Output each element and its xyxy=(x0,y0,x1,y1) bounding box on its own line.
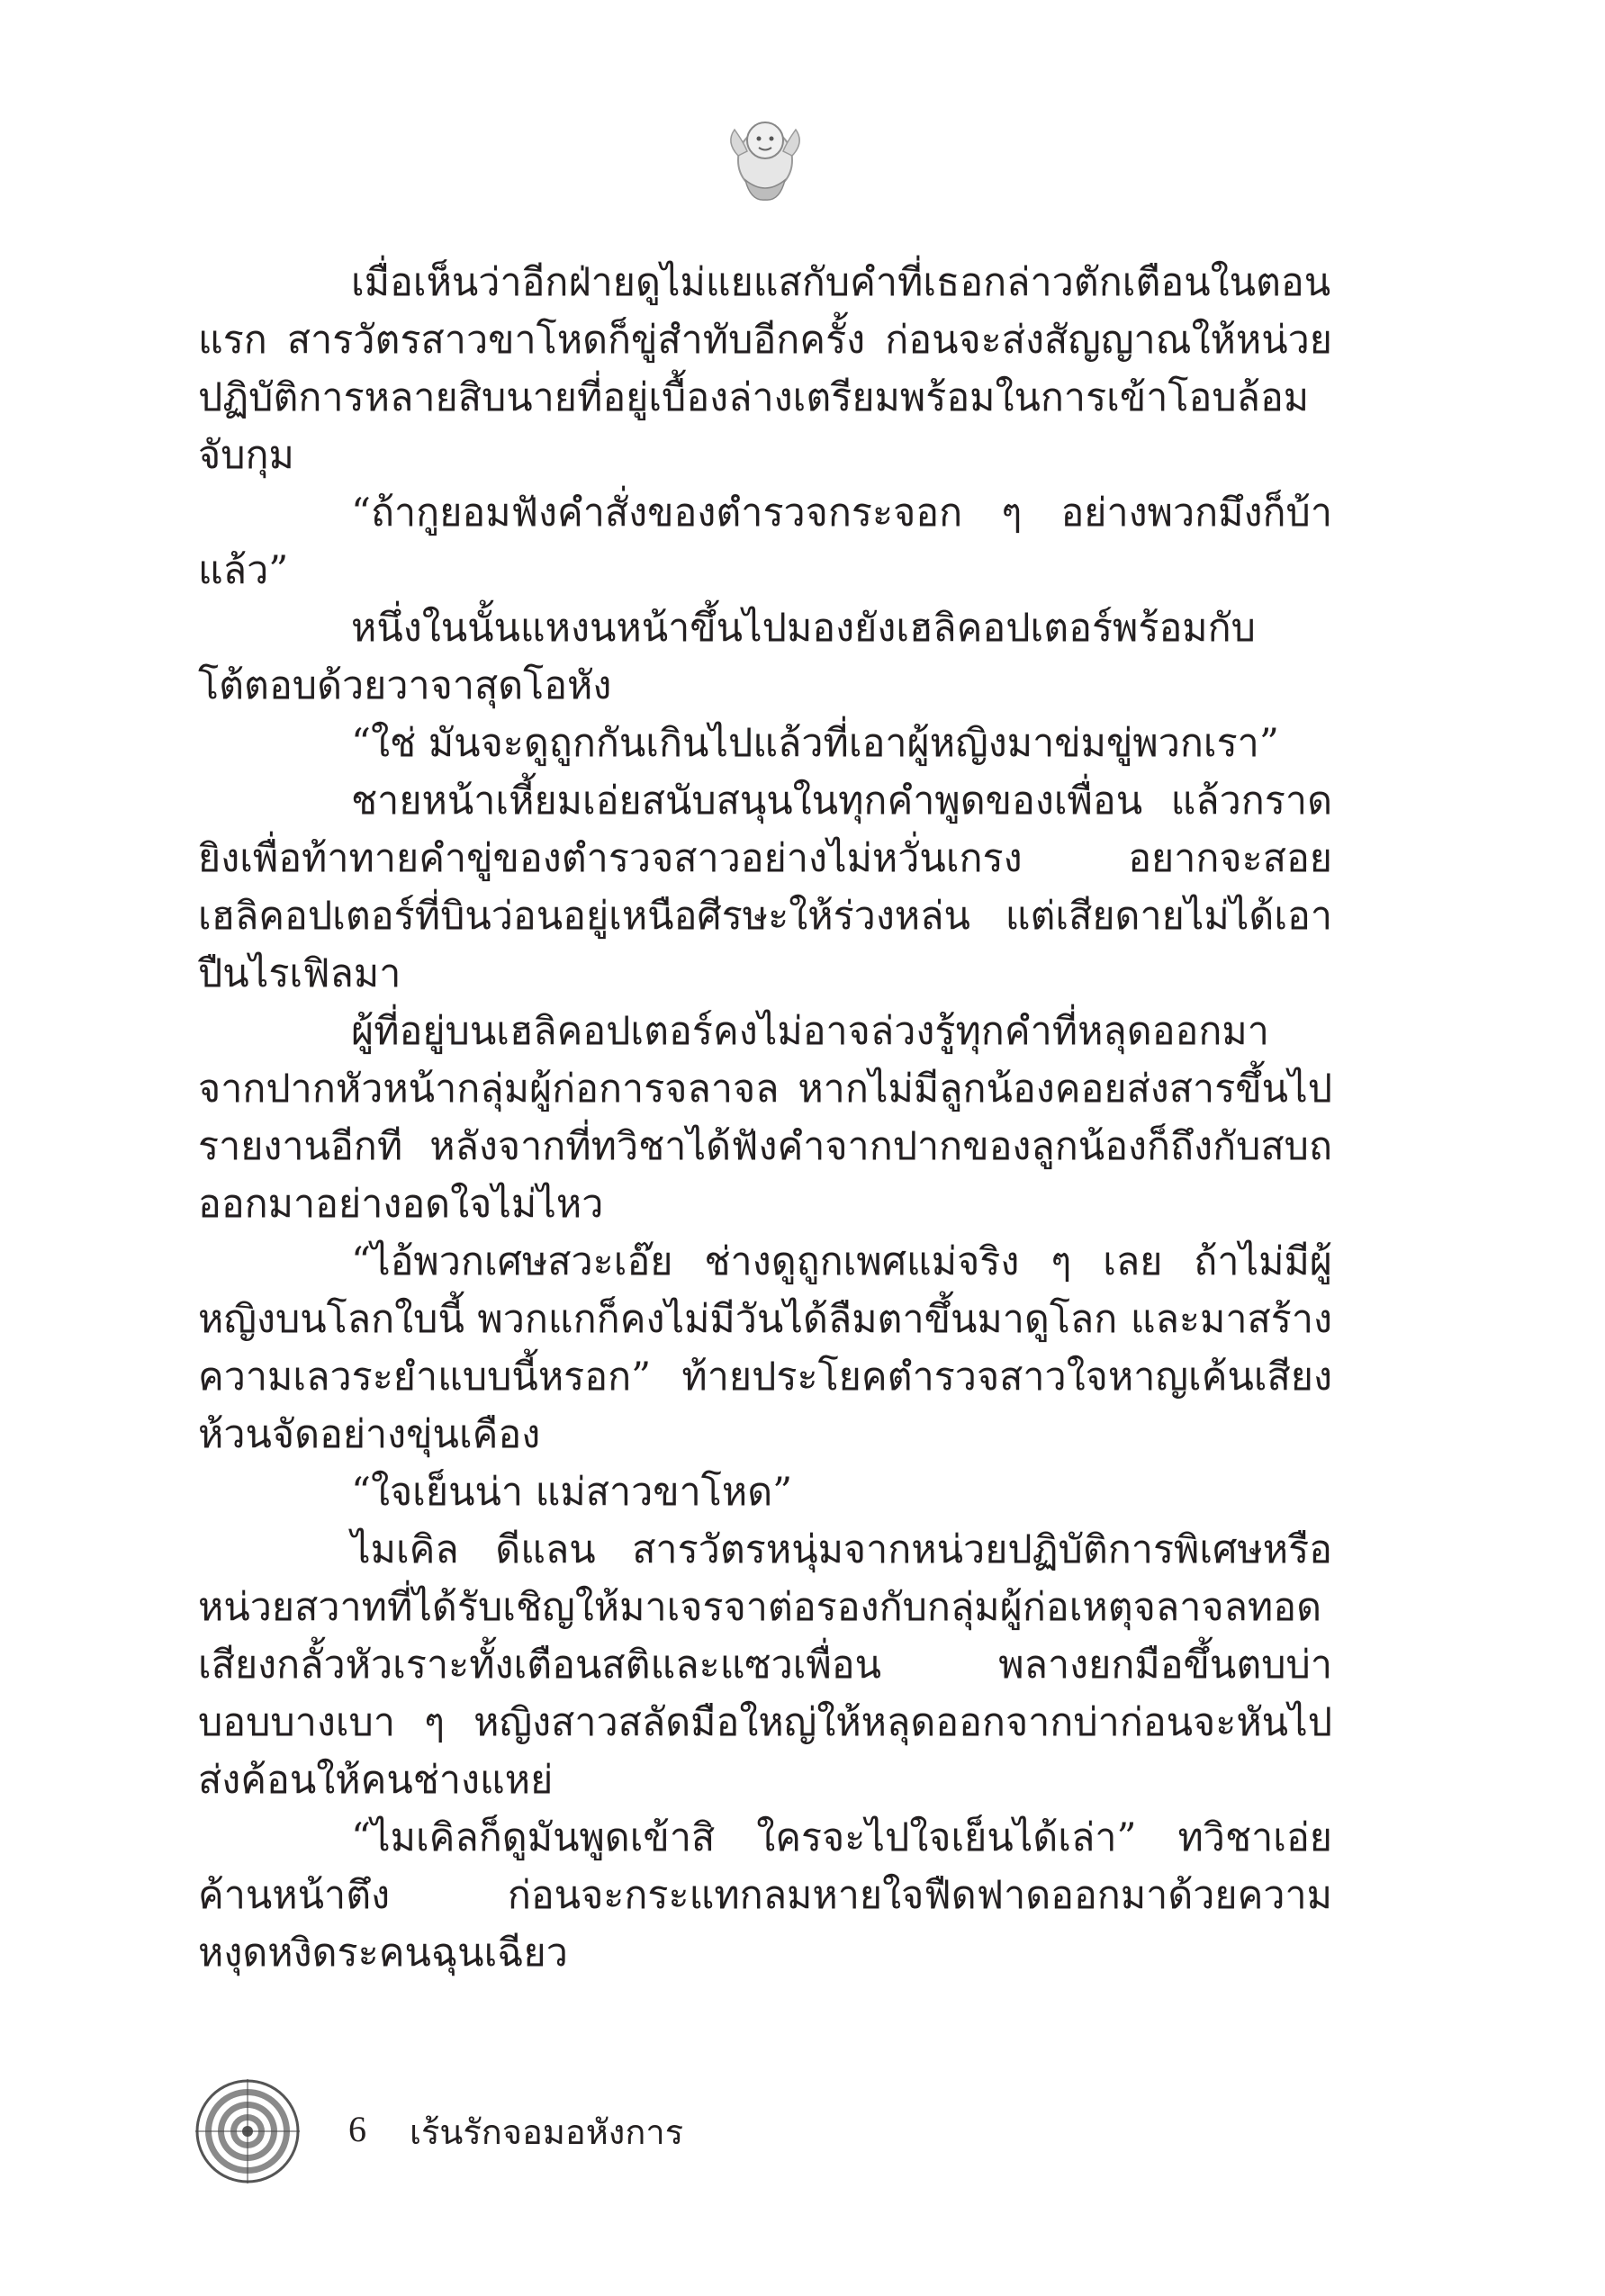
paragraph: ไมเคิล ดีแลน สารวัตรหนุ่มจากหน่วยปฏิบัติการพิเศษหรือหน่วยสวาทที่ได้รับเชิญให้มาเจรจาต่อรองกับกลุ่มผู้ก่อเหตุจลาจลทอดเสียงกลั้วหัวเราะทั้งเตือนสติและแซวเพื่อน พลางยกมือขึ้นตบบ่าบอบบางเบา ๆ หญิงสาวสลัดมือใหญ่ให้หลุดออกจากบ่าก่อนจะหันไปส่งค้อนให้คนช่างแหย่ xyxy=(198,1527,1332,1803)
page-number: 6 xyxy=(348,2109,366,2149)
paragraph: หนึ่งในนั้นแหงนหน้าขึ้นไปมองยังเฮลิคอปเตอร์พร้อมกับโต้ตอบด้วยวาจาสุดโอหัง xyxy=(198,606,1256,708)
cherub-ornament-icon xyxy=(720,106,810,205)
paragraph: เมื่อเห็นว่าอีกฝ่ายดูไม่แยแสกับคำที่เธอกล่าวตักเตือนในตอนแรก สารวัตรสาวขาโหดก็ขู่สำทับอีกครั้ง ก่อนจะส่งสัญญาณให้หน่วยปฏิบัติการหลายสิบนายที่อยู่เบื้องล่างเตรียมพร้อมในการเข้าโอบล้อมจับกุม xyxy=(198,260,1332,478)
paragraph: “ใจเย็นน่า แม่สาวขาโหด” xyxy=(351,1470,793,1515)
paragraph: “ถ้ากูยอมฟังคำสั่งของตำรวจกระจอก ๆ อย่างพวกมึงก็บ้าแล้ว” xyxy=(198,491,1332,593)
page-footer xyxy=(194,2077,824,2185)
paragraph: ผู้ที่อยู่บนเฮลิคอปเตอร์คงไม่อาจล่วงรู้ทุกคำที่หลุดออกมาจากปากหัวหน้ากลุ่มผู้ก่อการจลาจล หากไม่มีลูกน้องคอยส่งสารขึ้นไปรายงานอีกที หลังจากที่ทวิชาได้ฟังคำจากปากของลูกน้องก็ถึงกับสบถออกมาอย่างอดใจไม่ไหว xyxy=(198,1009,1332,1227)
book-title: เร้นรักจอมอหังการ xyxy=(410,2112,684,2152)
chapter-body xyxy=(198,254,1332,1982)
paragraph: “ใช่ มันจะดูถูกกันเกินไปแล้วที่เอาผู้หญิงมาข่มขู่พวกเรา” xyxy=(351,721,1279,766)
paragraph: ชายหน้าเหี้ยมเอ่ยสนับสนุนในทุกคำพูดของเพื่อน แล้วกราดยิงเพื่อท้าทายคำขู่ของตำรวจสาวอย่างไม่หวั่นเกรง อยากจะสอยเฮลิคอปเตอร์ที่บินว่อนอยู่เหนือศีรษะให้ร่วงหล่น แต่เสียดายไม่ได้เอาปืนไรเฟิลมา xyxy=(198,779,1332,996)
paragraph: “ไอ้พวกเศษสวะเอ๊ย ช่างดูถูกเพศแม่จริง ๆ เลย ถ้าไม่มีผู้หญิงบนโลกใบนี้ พวกแกก็คงไม่มีวันได้ลืมตาขึ้นมาดูโลก และมาสร้างความเลวระยำแบบนี้หรอก” ท้ายประโยคตำรวจสาวใจหาญเค้นเสียงห้วนจัดอย่างขุ่นเคือง xyxy=(198,1239,1332,1457)
target-icon xyxy=(194,2077,302,2185)
paragraph: “ไมเคิลก็ดูมันพูดเข้าสิ ใครจะไปใจเย็นได้เล่า” ทวิชาเอ่ยค้านหน้าตึง ก่อนจะกระแทกลมหายใจฟืดฟาดออกมาด้วยความหงุดหงิดระคนฉุนเฉียว xyxy=(198,1815,1332,1976)
